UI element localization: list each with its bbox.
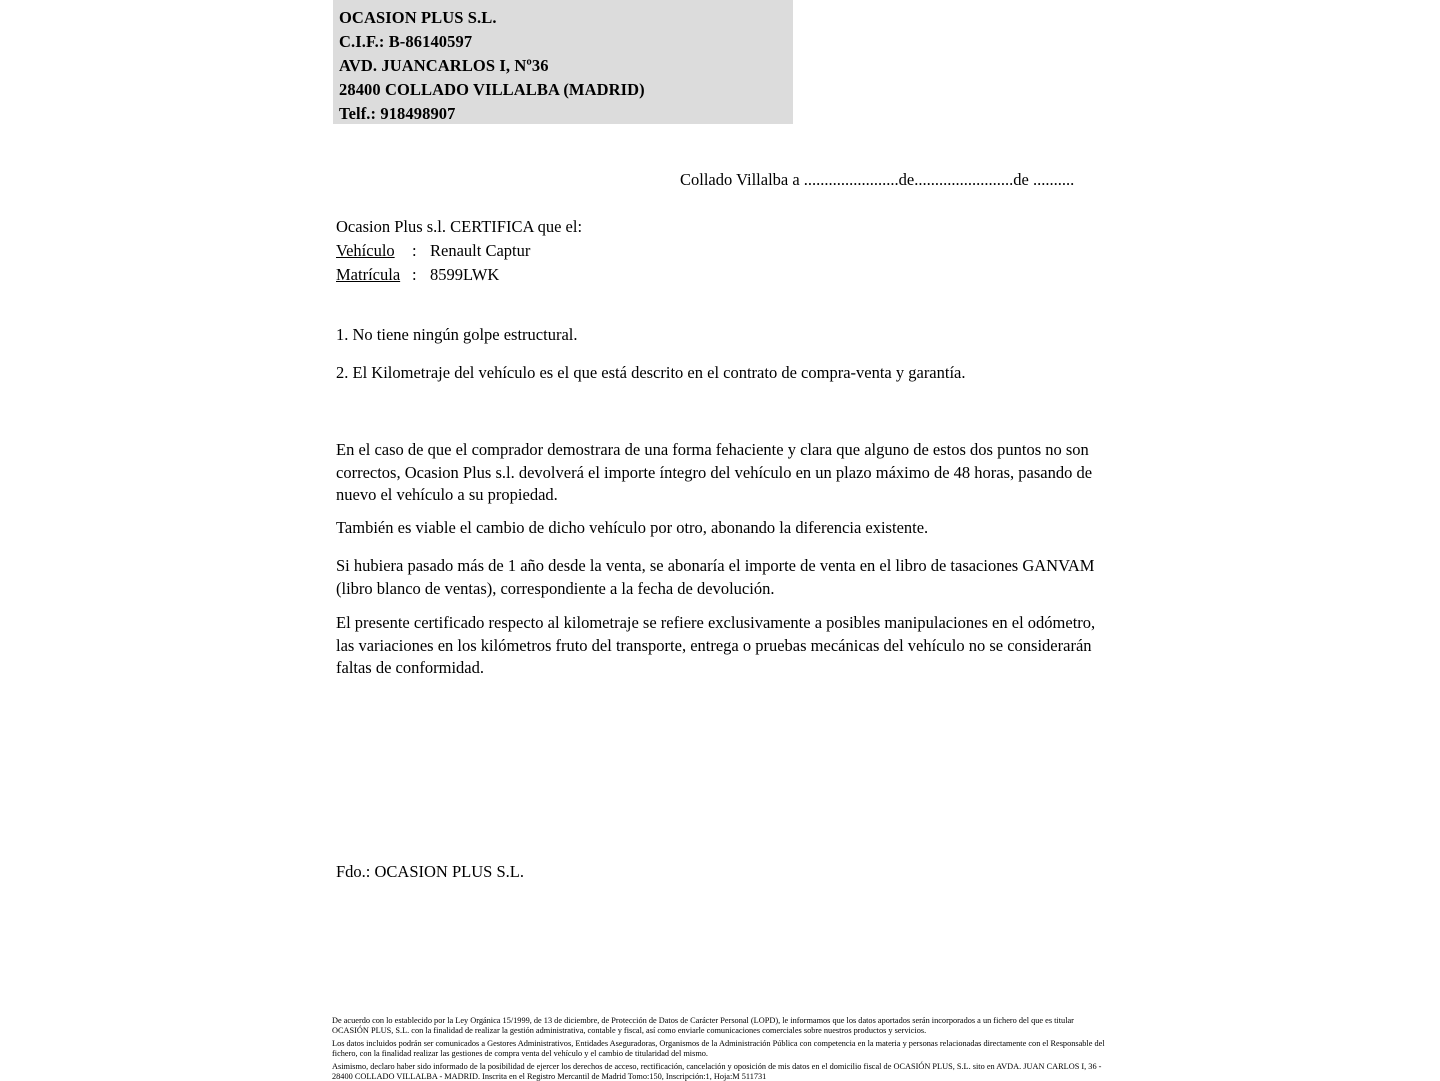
certifies-intro: Ocasion Plus s.l. CERTIFICA que el: [336, 217, 583, 236]
company-cif: C.I.F.: B-86140597 [339, 32, 473, 51]
company-name: OCASION PLUS S.L. [339, 8, 497, 27]
letterhead-block [333, 0, 793, 124]
plate-separator: : [412, 264, 417, 284]
signature-line: Fdo.: OCASION PLUS S.L. [336, 862, 524, 881]
company-phone: Telf.: 918498907 [339, 104, 456, 123]
plate-value: 8599LWK [430, 264, 500, 284]
vehicle-label: Vehículo [336, 240, 395, 260]
body-paragraph-4: El presente certificado respecto al kilometraje se refiere exclusivamente a posibles manipulaciones en el odómetro, las variaciones en los kilómetros fruto del transporte, entrega o pruebas mecánicas del vehículo no se considerarán faltas de conformidad. [336, 613, 1096, 677]
legal-paragraph-2: Los datos incluidos podrán ser comunicados a Gestores Administrativos, Entidades Aseguradoras, Organismos de la Administración Pública con competencia en la materia y personas relacionadas directamente con el Responsable del fichero, con la finalidad realizar las gestiones de compra venta del vehículo y el cambio de titularidad del mismo. [332, 1038, 1105, 1058]
plate-label: Matrícula [336, 264, 401, 284]
point-item-2: 2. El Kilometraje del vehículo es el que está descrito en el contrato de compra-venta y garantía. [336, 363, 966, 382]
body-paragraph-3: Si hubiera pasado más de 1 año desde la venta, se abonaría el importe de venta en el libro de tasaciones GANVAM (libro blanco de ventas), correspondiente a la fecha de devolución. [336, 556, 1095, 598]
certification-block [336, 215, 582, 286]
body-paragraph-2: También es viable el cambio de dicho vehículo por otro, abonando la diferencia existente. [336, 518, 929, 537]
company-city: 28400 COLLADO VILLALBA (MADRID) [339, 80, 645, 99]
plate-row [336, 263, 582, 287]
date-line: Collado Villalba a .......................de........................de .......... [680, 170, 1075, 189]
legal-paragraph-3: Asimismo, declaro haber sido informado de la posibilidad de ejercer los derechos de acceso, rectificación, cancelación y oposición de mis datos en el domicilio fiscal de OCASIÓN PLUS, S.L. sito en AVDA. JUAN CARLOS I, 36 - 28400 COLLADO VILLALBA - MADRID. Inscrita en el Registro Mercantil de Madrid Tomo:150, Inscripción:1, Hoja:M 511731 [332, 1061, 1102, 1081]
point-item-1: 1. No tiene ningún golpe estructural. [336, 325, 578, 344]
vehicle-value: Renault Captur [430, 240, 531, 260]
body-paragraph-1: En el caso de que el comprador demostrara de una forma fehaciente y clara que alguno de estos dos puntos no son correctos, Ocasion Plus s.l. devolverá el importe íntegro del vehículo en un plazo máximo de 48 horas, pasando de nuevo el vehículo a su propiedad. [336, 440, 1093, 504]
vehicle-row [336, 239, 582, 263]
vehicle-separator: : [412, 240, 417, 260]
legal-paragraph-1: De acuerdo con lo establecido por la Ley Orgánica 15/1999, de 13 de diciembre, de Protección de Datos de Carácter Personal (LOPD), le informamos que los datos aportados serán incorporados a un fichero del que es titular OCASIÓN PLUS, S.L. con la finalidad de realizar la gestión administrativa, contable y fiscal, así como enviarle comunicaciones comerciales sobre nuestros productos y servicios. [332, 1016, 1074, 1035]
company-address: AVD. JUANCARLOS I, Nº36 [339, 56, 549, 75]
legal-footer [332, 1016, 1107, 1081]
